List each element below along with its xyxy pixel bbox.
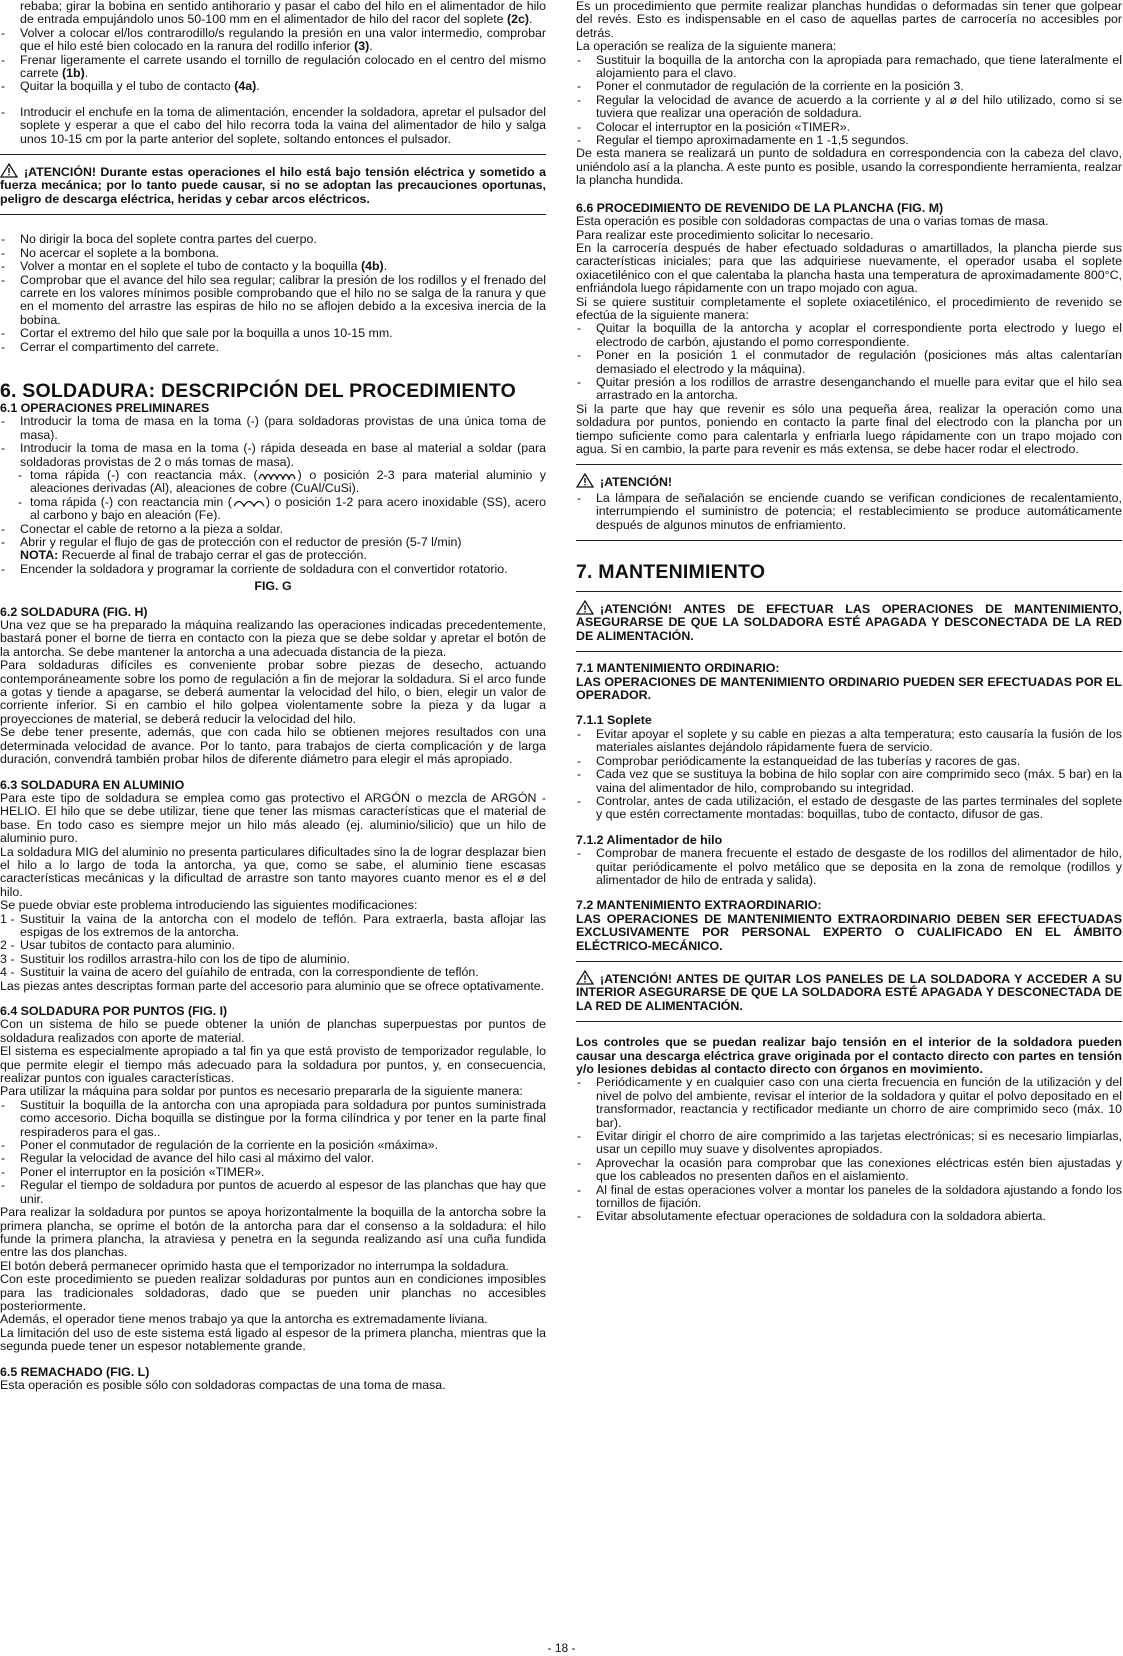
section-7-2-title: 7.2 MANTENIMIENTO EXTRAORDINARIO: [576, 898, 822, 913]
s65-list-item-4: - Regular el tiempo aproximadamente en 1 -1,5 segundos. [576, 134, 1122, 147]
s65-list-item-1: - Poner el conmutador de regulación de la corriente en la posición 3. [576, 80, 1122, 93]
s63-para-1: La soldadura MIG del aluminio no presenta particulares dificultades sino la de lograr desplazar bien el hilo a lo largo de toda la antorcha, ya que, como se sabe, el aluminio tiene escasas características mecánicas y la dificultad de arrastre son tanto mayores cuanto menor es el ø del hilo. [0, 844, 546, 899]
step-1: - No acercar el soplete a la bombona. [0, 247, 546, 260]
s64-list-item-0: - Sustituir la boquilla de la antorcha con una apropiada para soldadura por puntos suministrada como accesorio. Dicha boquilla se distingue por la forma cilíndrica y por tener en la parte final respiraderos para el gas.. [0, 1099, 546, 1139]
warning-triangle-icon [576, 970, 594, 985]
s64-para-2: Para utilizar la máquina para soldar por puntos es necesario prepararla de la siguiente manera: [0, 1084, 523, 1099]
warning-triangle-icon [576, 473, 594, 488]
section-6-1-title: 6.1 OPERACIONES PRELIMINARES [0, 400, 210, 415]
intro-item-0: rebaba; girar la bobina en sentido antihorario y pasar el cabo del hilo en el alimentador de hilo de entrada empujándolo unos 50-100 mm en el alimentador de hilo del racor del soplete (2c). [20, 0, 546, 27]
section-6-5-title: 6.5 REMACHADO (FIG. L) [0, 1364, 150, 1379]
section-7-1-subtitle: LAS OPERACIONES DE MANTENIMIENTO ORDINARIO PUEDEN SER EFECTUADAS POR EL OPERADOR. [576, 674, 1122, 703]
section-6-6-title: 6.6 PROCEDIMIENTO DE REVENIDO DE LA PLANCHA (FIG. M) [576, 200, 944, 215]
s65-cont-1: La operación se realiza de la siguiente manera: [576, 39, 837, 54]
s66-para-1: Para realizar este procedimiento solicitar lo necesario. [576, 227, 874, 242]
divider [0, 154, 546, 155]
s65-para: Esta operación es posible sólo con soldadoras compactas de una toma de masa. [0, 1377, 446, 1392]
s64-list-item-4: - Regular el tiempo de soldadura por puntos de acuerdo al espesor de las planchas que hay que unir. [0, 1179, 546, 1206]
s712-list-item-0: - Comprobar de manera frecuente el estado de desgaste de los rodillos del alimentador de hilo, quitar periódicamente el polvo metálico que se deposita en la zona de remolque (rodillos y alimentador de hilo de entrada y salida). [576, 847, 1122, 887]
divider [576, 961, 1122, 962]
s63-end: Las piezas antes descriptas forman parte del accesorio para aluminio que se ofrece optativamente. [0, 978, 545, 993]
warning-triangle-icon [576, 600, 594, 615]
section-6-3-title: 6.3 SOLDADURA EN ALUMINIO [0, 777, 185, 792]
warning-triangle-icon [0, 163, 18, 178]
s65-list-item-2: - Regular la velocidad de avance de acuerdo a la corriente y al ø del hilo utilizado, como si se tuviera que realizar una operación de soldadura. [576, 94, 1122, 121]
left-column [0, 0, 546, 1392]
section-6-title: 6. SOLDADURA: DESCRIPCIÓN DEL PROCEDIMIENTO [0, 379, 517, 402]
s63-para-2: Se puede obviar este problema introduciendo las siguientes modificaciones: [0, 898, 418, 913]
divider [0, 214, 546, 215]
section-7-title: 7. MANTENIMIENTO [576, 561, 766, 584]
s61-note: NOTA: Recuerde al final de trabajo cerrar el gas de protección. [20, 548, 367, 563]
section-7-1-2-title: 7.1.2 Alimentador de hilo [576, 832, 723, 847]
warning-panels: ¡ATENCIÓN! ANTES DE QUITAR LOS PANELES DE LA SOLDADORA Y ACCEDER A SU INTERIOR ASEGURARSE DE QUE LA SOLDADORA ESTÉ APAGADA Y DESCONECTADA DE LA RED DE ALIMENTACIÓN. [576, 971, 1122, 1013]
s65-list-item-0: - Sustituir la boquilla de la antorcha con la apropiada para remachado, que tiene lateralmente el alojamiento para el clavo. [576, 54, 1122, 81]
s64-para-7: La limitación del uso de este sistema está ligado al espesor de la primera plancha, mientras que la segunda puede tener un espesor notablemente grande. [0, 1325, 546, 1354]
warning-live-controls: Los controles que se puedan realizar bajo tensión en el interior de la soldadora pueden causar una descarga eléctrica grave originada por el contacto directo con partes en tensión y/o lesiones debidas al contacto directo con órganos en movimiento. [576, 1035, 1122, 1076]
s66-list-item-1: - Poner en la posición 1 el conmutador de regulación (posiciones más altas calentarían demasiado el electrodo y la máquina). [576, 349, 1122, 376]
step-5: - Cerrar el compartimento del carrete. [0, 341, 546, 354]
fig-g-label: FIG. G [254, 579, 292, 594]
s72-list-item-2: - Aprovechar la ocasión para comprobar que las conexiones eléctricas estén bien ajustadas y que los cableados no presenten daños en el aislamiento. [576, 1157, 1122, 1184]
s64-para-1: El sistema es especialmente apropiado a tal fin ya que está provisto de temporizador regulable, lo que permite elegir el tiempo más adecuado para la soldadura por puntos, y, en consecuencia, realizar puntos con iguales características. [0, 1044, 546, 1086]
warning-overheat-title: ¡ATENCIÓN! [576, 473, 1122, 489]
s63-list-item-2: 2 - Usar tubitos de contacto para aluminio. [0, 938, 235, 953]
s61-item-d: - Abrir y regular el flujo de gas de protección con el reductor de presión (5-7 l/min) [0, 536, 546, 549]
s72-list-item-0: - Periódicamente y en cualquier caso con una cierta frecuencia en función de la utilización y del nivel de polvo del ambiente, revisar el interior de la soldadora y quitar el polvo depositado en el transformador, reactancia y rectificador mediante un chorro de aire comprimido seco (máx. 10 bar). [576, 1076, 1122, 1130]
s64-list-item-2: - Regular la velocidad de avance del hilo casi al máximo del valor. [0, 1152, 546, 1165]
s63-list-item-4: 4 - Sustituir la vaina de acero del guíahilo de entrada, con la correspondiente de teflón. [0, 965, 479, 980]
s65-end: De esta manera se realizará un punto de soldadura en correspondencia con la cabeza del clavo, uniéndolo así a la plancha. A este punto es posible, usando la correspondiente herramienta, realzar la plancha hundida. [576, 146, 1122, 188]
s62-para-1: Para soldaduras difíciles es conveniente probar sobre piezas de desecho, actuando contemporáneamente sobre los pomo de regulación a fin de mejorar la soldadura. Si el arco funde a gotas y tiende a apagarse, se deberá aumentar la velocidad del hilo, o bien, elegir un valor de corriente inferior. Si en cambio el hilo golpea violentamente sobre la pieza y da lugar a proyecciones de material, se deberá reducir la velocidad del hilo. [0, 658, 546, 726]
s711-list-item-0: - Evitar apoyar el soplete y su cable en piezas a alta temperatura; esto causaría la fusión de los materiales aislantes dejándolo rápidamente fuera de servicio. [576, 728, 1122, 755]
s711-list-item-1: - Comprobar periódicamente la estanqueidad de las tuberías y racores de gas. [576, 755, 1122, 768]
s65-cont-0: Es un procedimiento que permite realizar planchas hundidas o deformadas sin tener que golpear del revés. Esto es indispensable en el caso de aquellas partes de carrocería no accesibles por detrás. [576, 0, 1122, 40]
s62-para-0: Una vez que se ha preparado la máquina realizando las operaciones indicadas precedentemente, bastará poner el borne de tierra en contacto con la pieza que se debe soldar y apretar el botón de la antorcha. Se debe mantener la antorcha a una adecuada distancia de la pieza. [0, 618, 546, 659]
divider [576, 540, 1122, 541]
s711-list-item-3: - Controlar, antes de cada utilización, el estado de desgaste de las partes terminales del soplete y que estén correctamente montadas: boquillas, tubo de contacto, difusor de gas. [576, 795, 1122, 822]
s66-para-3: Si se quiere sustituir completamente el soplete oxiacetilénico, el procedimiento de revenido se efectúa de la siguiente manera: [576, 294, 1122, 322]
section-6-2-title: 6.2 SOLDADURA (FIG. H) [0, 604, 148, 619]
warning-wire-tension: ¡ATENCIÓN! Durante estas operaciones el hilo está bajo tensión eléctrica y sometido a fuerza mecánica; por lo tanto puede causar, si no se adoptan las precauciones oportunas, peligro de descarga eléctrica, heridas y cebar arcos eléctricos. [0, 165, 546, 206]
step-0: - No dirigir la boca del soplete contra partes del cuerpo. [0, 233, 546, 246]
s64-para-5: Con este procedimiento se pueden realizar soldaduras por puntos aun en condiciones imposibles para las tradicionales soldadoras, dado que se pueden unir planchas no accesibles posteriormente. [0, 1272, 546, 1313]
s66-list-item-2: - Quitar presión a los rodillos de arrastre desenganchando el muelle para evitar que el hilo sea arrastrado en la antorcha. [576, 376, 1122, 403]
s61-item-b: - Introducir la toma de masa en la toma (-) rápida deseada en base al material a soldar (para soldadoras provistas de 2 o más tomas de masa). [0, 442, 546, 469]
intro-item-4: - Introducir el enchufe en la toma de alimentación, encender la soldadora, apretar el pulsador del soplete y esperar a que el cabo del hilo recorra toda la vaina del alimentador de hilo y salga unos 10-15 cm por la parte anterior del soplete, soltando entonces el pulsador. [0, 106, 546, 146]
warning-maintenance: ¡ATENCIÓN! ANTES DE EFECTUAR LAS OPERACIONES DE MANTENIMIENTO, ASEGURARSE DE QUE LA SOLDADORA ESTÉ APAGADA Y DESCONECTADA DE LA RED DE ALIMENTACIÓN. [576, 602, 1122, 643]
s61-item-e: - Encender la soldadora y programar la corriente de soldadura con el convertidor rotatorio. [0, 563, 546, 576]
intro-item-1: - Volver a colocar el/los contrarodillo/s regulando la presión en una valor intermedio, comprobar que el hilo esté bien colocado en la ranura del rodillo inferior (3). [0, 27, 546, 54]
s66-para-0: Esta operación es posible con soldadoras compactas de una o varias tomas de masa. [576, 214, 1049, 229]
s66-end: Si la parte que hay que revenir es sólo una pequeña área, realizar la operación como una soldadura por puntos, poniendo en contacto la parte final del electrodo con la plancha por un tiempo suficiente como para calentarla y enfriarla luego rápidamente con un trapo mojado con agua. Si en cambio, la parte para revenir es más extensa, se debe hacer rodar el electrodo. [576, 401, 1122, 456]
s72-list-item-4: - Evitar absolutamente efectuar operaciones de soldadura con la soldadora abierta. [576, 1210, 1122, 1223]
warning-overheat-item: - La lámpara de señalación se enciende cuando se verifican condiciones de recalentamiento, interrumpiendo el suministro de potencia; el restablecimiento se produce automáticamente después de algunos minutos de enfriamiento. [576, 492, 1122, 532]
page-number: - 18 - [547, 1641, 576, 1655]
s61-item-b2: - toma rápida (-) con reactancia min ( ) o posición 1-2 para acero inoxidable (SS), acero al carbono y bajo en aleación (Fe). [0, 496, 546, 523]
s61-item-b1: - toma rápida (-) con reactancia máx. ( ) o posición 2-3 para material aluminio y aleaciones derivadas (Al), aleaciones de cobre (CuAl/CuSi). [0, 469, 546, 496]
right-column [576, 0, 1122, 1224]
divider [576, 464, 1122, 465]
s64-para-0: Con un sistema de hilo se puede obtener la unión de planchas superpuestas por puntos de soldadura realizados con aporte de material. [0, 1017, 546, 1045]
section-6-4-title: 6.4 SOLDADURA POR PUNTOS (FIG. I) [0, 1004, 228, 1018]
step-2: - Volver a montar en el soplete el tubo de contacto y la boquilla (4b). [0, 260, 546, 273]
intro-item-2: - Frenar ligeramente el carrete usando el tornillo de regulación colocado en el centro del mismo carrete (1b). [0, 54, 546, 81]
section-7-1-title: 7.1 MANTENIMIENTO ORDINARIO: [576, 661, 780, 676]
s64-para-3: Para realizar la soldadura por puntos se apoya horizontalmente la boquilla de la antorcha sobre la primera plancha, se oprime el botón de la antorcha para dar el consenso a la soldadura: el hilo funde la primera plancha, la atraviesa y penetra en la segunda realizando así una cuña fundida entre las dos planchas. [0, 1205, 546, 1260]
reactance-max-icon [258, 469, 298, 480]
step-3: - Comprobar que el avance del hilo sea regular; calibrar la presión de los rodillos y el frenado del carrete en los valores mínimos posible comprobando que el hilo no se salga de la ranura y que en el momento del arrastre las espiras de hilo no se aflojen debido a la excesiva inercia de la bobina. [0, 274, 546, 328]
step-4: - Cortar el extremo del hilo que sale por la boquilla a unos 10-15 mm. [0, 327, 546, 340]
divider [576, 1021, 1122, 1022]
s72-list-item-3: - Al final de estas operaciones volver a montar los paneles de la soldadora ajustando a fondo los tornillos de fijación. [576, 1184, 1122, 1211]
s63-para-0: Para este tipo de soldadura se emplea como gas protectivo el ARGÓN o mezcla de ARGÓN - HELIO. El hilo que se debe utilizar, tiene que tener las mismas características que el material de base. En todo caso es siempre mejor un hilo más aleado (ej. aluminio/silicio) que un hilo de aluminio puro. [0, 790, 546, 846]
s64-para-4: El botón deberá permanecer oprimido hasta que el temporizador no interrumpa la soldadura. [0, 1258, 510, 1273]
intro-item-3: - Quitar la boquilla y el tubo de contacto (4a). [0, 80, 546, 93]
s64-list-item-3: - Poner el interruptor en la posición «TIMER». [0, 1166, 546, 1179]
s65-list-item-3: - Colocar el interruptor en la posición «TIMER». [576, 121, 1122, 134]
s61-item-a: - Introducir la toma de masa en la toma (-) (para soldadoras provistas de una única toma de masa). [0, 415, 546, 442]
s63-list-item-1: 1 - Sustituir la vaina de la antorcha con el modelo de teflón. Para extraerla, basta aflojar las espigas de los extremos de la antorcha. [0, 911, 546, 939]
s64-list-item-1: - Poner el conmutador de regulación de la corriente en la posición «máxima». [0, 1139, 546, 1152]
s61-item-c: - Conectar el cable de retorno a la pieza a soldar. [0, 523, 546, 536]
divider [576, 651, 1122, 652]
s63-list-item-3: 3 - Sustituir los rodillos arrastra-hilo con los de tipo de aluminio. [0, 951, 350, 966]
s72-list-item-1: - Evitar dirigir el chorro de aire comprimido a las tarjetas electrónicas; si es necesario limpiarlas, usar un cepillo muy suave y disolventes apropiados. [576, 1130, 1122, 1157]
s62-para-2: Se debe tener presente, además, que con cada hilo se obtienen mejores resultados con una determinada velocidad de avance. Por lo tanto, para trabajos de cierta complicación y de larga duración, convendrá también probar hilos de diferente diámetro para elegir el más apropiado. [0, 725, 546, 767]
divider [576, 591, 1122, 592]
s66-para-2: En la carrocería después de haber efectuado soldaduras o amartillados, la plancha pierde sus características iniciales; para que las adquiriese nuevamente, el operador usaba el soplete oxiacetilénico con el que calentaba la plancha hasta una temperatura de aproximadamente 800°C, enfriándola luego rápidamente con un trapo mojado con agua. [576, 240, 1122, 296]
section-7-2-subtitle: LAS OPERACIONES DE MANTENIMIENTO EXTRAORDINARIO DEBEN SER EFECTUADAS EXCLUSIVAMENTE POR PERSONAL EXPERTO O CUALIFICADO EN EL ÁMBITO ELÉCTRICO-MECÁNICO. [576, 911, 1122, 953]
s64-para-6: Además, el operador tiene menos trabajo ya que la antorcha es extremadamente liviana. [0, 1312, 488, 1327]
reactance-min-icon [232, 496, 266, 507]
s66-list-item-0: - Quitar la boquilla de la antorcha y acoplar el correspondiente porta electrodo y luego el electrodo de carbón, ajustando el pomo correspondiente. [576, 322, 1122, 349]
section-7-1-1-title: 7.1.1 Soplete [576, 713, 652, 728]
s711-list-item-2: - Cada vez que se sustituya la bobina de hilo soplar con aire comprimido seco (máx. 5 bar) en la vaina del alimentador de hilo, comprobando su integridad. [576, 768, 1122, 795]
